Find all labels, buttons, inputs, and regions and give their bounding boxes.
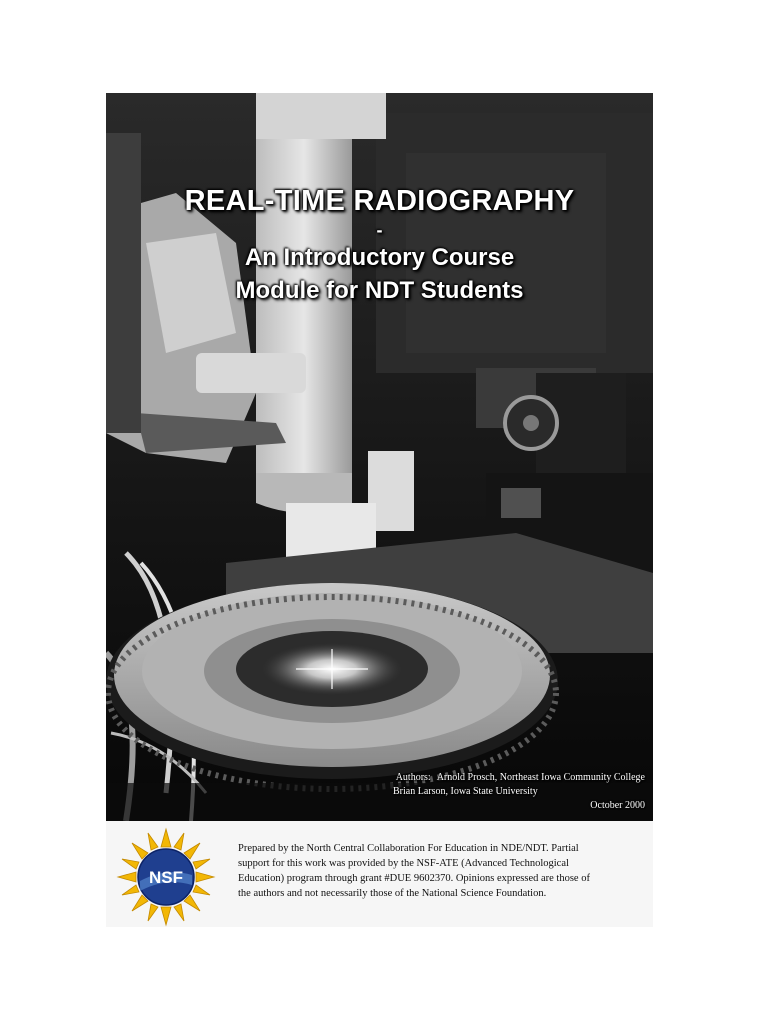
document-title: REAL-TIME RADIOGRAPHY (184, 185, 575, 217)
funding-statement (238, 841, 638, 901)
subtitle-line-1: An Introductory Course (244, 244, 515, 271)
title-separator: - (376, 220, 383, 240)
authors-block (345, 771, 645, 813)
publication-date: October 2000 (590, 800, 645, 811)
footer-panel (106, 821, 653, 927)
funding-line-3: Education) program through grant #DUE 9602370. Opinions expressed are those of (238, 873, 590, 884)
funding-line-1: Prepared by the North Central Collaboration For Education in NDE/NDT. Partial (238, 843, 579, 854)
title-block (106, 181, 653, 307)
funding-line-4: the authors and not necessarily those of the National Science Foundation. (238, 888, 547, 899)
cover-photo-panel (106, 93, 653, 821)
subtitle-line-2: Module for NDT Students (235, 277, 524, 304)
authors-label: Authors: (395, 772, 431, 783)
author-2: Brian Larson, Iowa State University (393, 786, 538, 797)
author-1: Arnold Prosch, Northeast Iowa Community College (436, 772, 645, 783)
author-row-1 (345, 771, 645, 785)
nsf-logo-text: NSF (149, 868, 183, 887)
nsf-logo-icon (114, 827, 218, 927)
funding-line-2: support for this work was provided by the NSF-ATE (Advanced Technological (238, 858, 569, 869)
